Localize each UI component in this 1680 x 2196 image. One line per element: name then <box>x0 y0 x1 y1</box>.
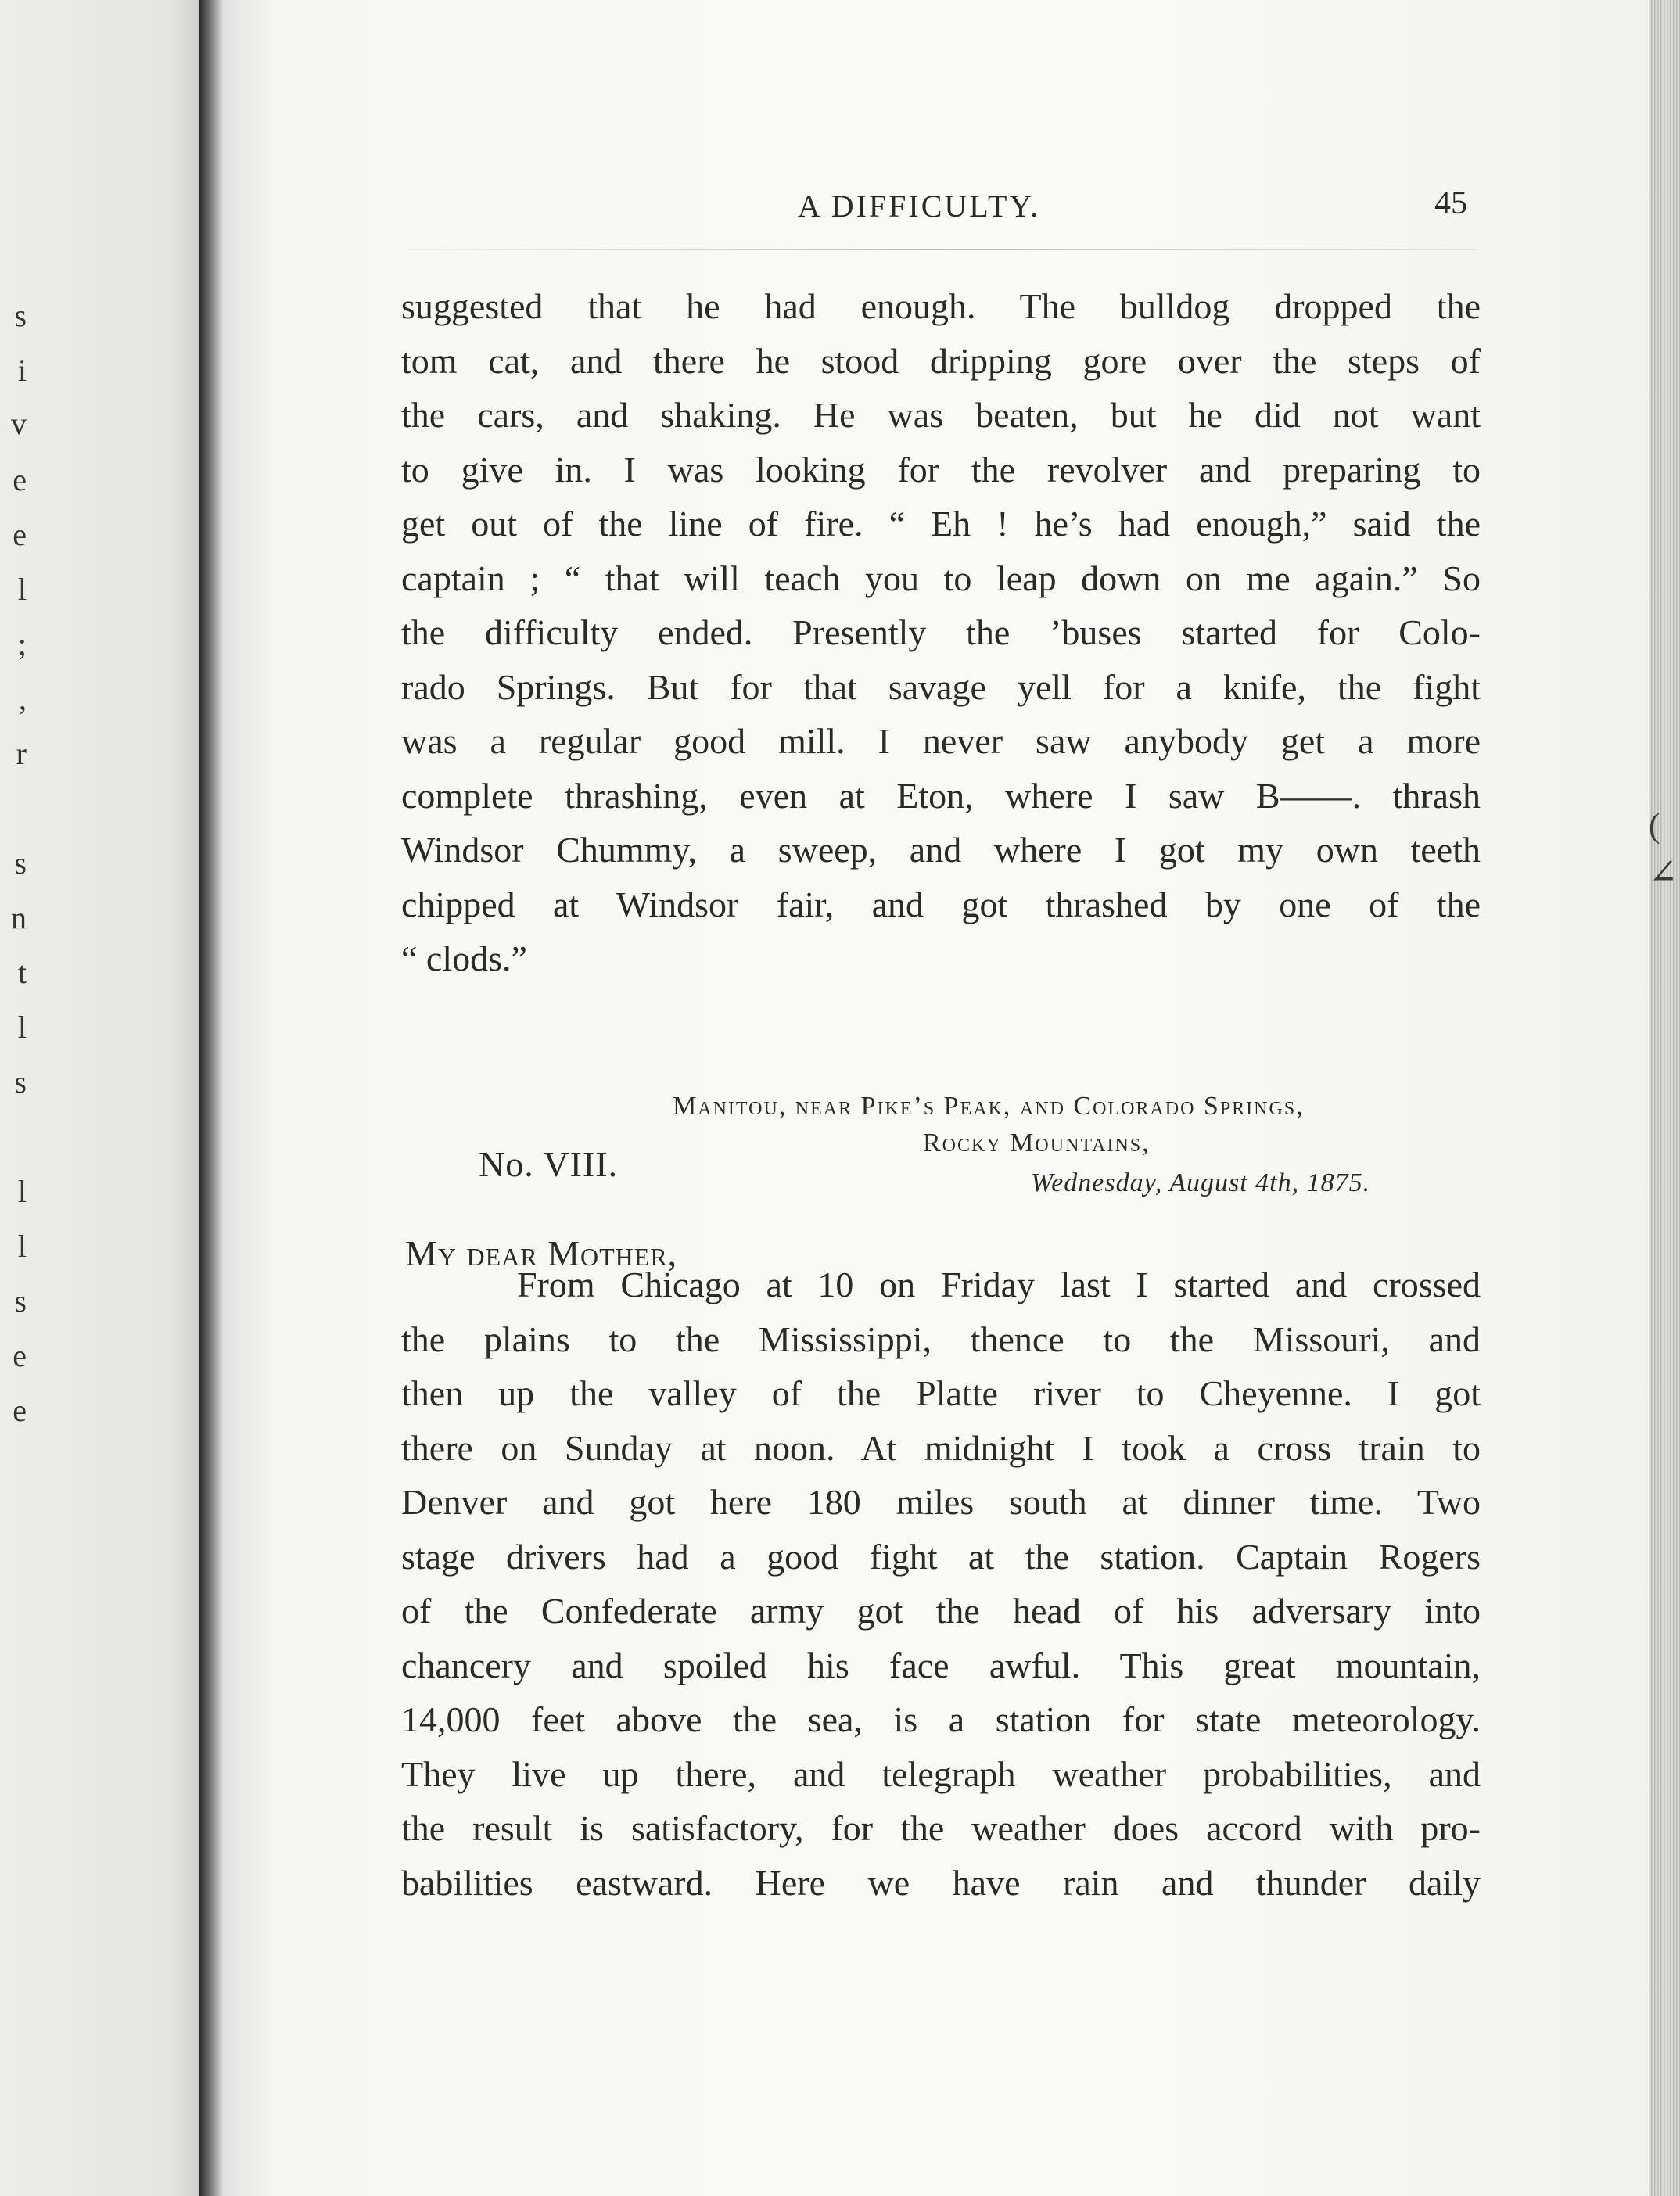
text-line: chipped at Windsor fair, and got thrashed by one of the <box>401 884 1481 924</box>
text-line: They live up there, and telegraph weather probabilities, and <box>401 1753 1481 1794</box>
edge-letter: ; <box>17 626 27 662</box>
edge-letter: s <box>14 845 27 881</box>
text-line: stage drivers had a good fight at the station. Captain Rogers <box>401 1536 1481 1577</box>
edge-letter: l <box>17 1010 27 1045</box>
page-fore-edge <box>1649 0 1680 2196</box>
text-line: then up the valley of the Platte river to Cheyenne. I got <box>401 1373 1481 1413</box>
text-line: captain ; “ that will teach you to leap down on me again.” So <box>401 558 1481 598</box>
text-line: 14,000 feet above the sea, is a station for state meteorology. <box>401 1699 1481 1739</box>
letter-salutation: My dear Mother, <box>405 1233 678 1273</box>
edge-letter: e <box>13 462 27 497</box>
text-line: From Chicago at 10 on Friday last I started and crossed <box>517 1265 1481 1304</box>
text-line: Windsor Chummy, a sweep, and where I got my own teeth <box>401 830 1481 870</box>
text-line: suggested that he had enough. The bulldog dropped the <box>401 286 1481 326</box>
header-rule <box>407 249 1478 250</box>
text-line: was a regular good mill. I never saw anybody get a more <box>401 721 1481 761</box>
edge-letter: s <box>14 1283 27 1319</box>
edge-letter: s <box>14 1064 27 1100</box>
edge-letter: v <box>11 406 27 441</box>
text-line: there on Sunday at noon. At midnight I took a cross train to <box>401 1427 1481 1468</box>
edge-letter: l <box>17 572 27 607</box>
letter-number: No. VIII. <box>479 1144 619 1184</box>
text-line: the plains to the Mississippi, thence to the Missouri, and <box>401 1319 1481 1359</box>
text-line: Denver and got here 180 miles south at dinner time. Two <box>401 1482 1481 1522</box>
edge-letter: n <box>11 900 27 935</box>
text-line: of the Confederate army got the head of his adversary into <box>401 1591 1481 1631</box>
book-gutter <box>199 0 223 2196</box>
text-line: tom cat, and there he stood dripping gore over the steps of <box>401 340 1481 381</box>
letter-dateline-place: Manitou, near Pike’s Peak, and Colorado Springs, <box>673 1092 1305 1121</box>
edge-letter: e <box>13 1393 27 1428</box>
running-head: A DIFFICULTY. <box>798 188 1041 224</box>
text-line: get out of the line of fire. “ Eh ! he’s had enough,” said the <box>401 504 1481 544</box>
text-line: babilities eastward. Here we have rain and thunder daily <box>401 1862 1481 1903</box>
letter-dateline-date: Wednesday, August 4th, 1875. <box>1031 1168 1371 1197</box>
edge-letter: i <box>17 353 27 388</box>
edge-letter: l <box>17 1174 27 1209</box>
facing-page-edge-text <box>0 0 31 2196</box>
paragraph <box>401 279 1481 986</box>
text-line: the result is satisfactory, for the weather does accord with pro- <box>401 1808 1481 1848</box>
text-line: complete thrashing, even at Eton, where I saw B——. thrash <box>401 775 1481 816</box>
facing-page <box>0 0 199 2196</box>
edge-letter: e <box>13 1338 27 1373</box>
margin-mark: ( <box>1649 806 1660 845</box>
edge-letter: t <box>17 955 27 990</box>
text-line: the difficulty ended. Presently the ’buses started for Colo- <box>401 612 1481 652</box>
edge-letter: e <box>13 517 27 552</box>
letter-dateline-region: Rocky Mountains, <box>923 1128 1151 1157</box>
text-line: “ clods.” <box>401 938 527 978</box>
edge-letter: , <box>19 681 27 716</box>
margin-mark: ∠ <box>1649 853 1678 892</box>
text-line: to give in. I was looking for the revolver and preparing to <box>401 449 1481 490</box>
text-line: the cars, and shaking. He was beaten, but he did not want <box>401 395 1481 435</box>
edge-letter: s <box>14 298 27 333</box>
page-number: 45 <box>1434 185 1467 221</box>
text-line: chancery and spoiled his face awful. This great mountain, <box>401 1645 1481 1685</box>
text-line: rado Springs. But for that savage yell for a knife, the fight <box>401 666 1481 707</box>
letter-body <box>401 1258 1481 1910</box>
edge-letter: r <box>16 736 27 771</box>
edge-letter: l <box>17 1229 27 1264</box>
